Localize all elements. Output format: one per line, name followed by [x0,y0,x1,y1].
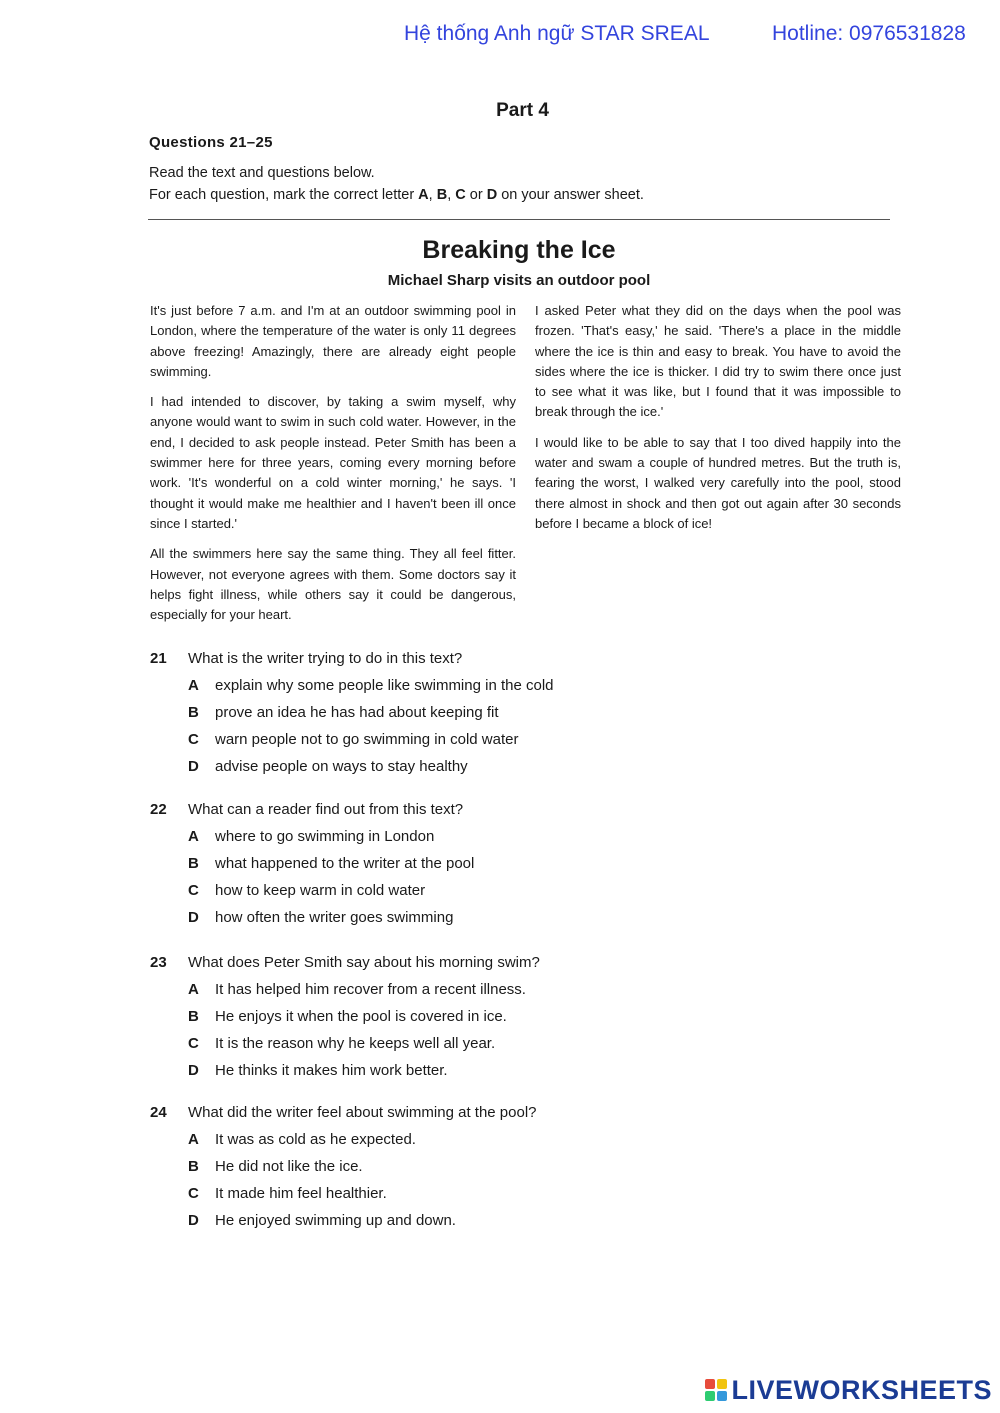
option-a[interactable] [150,672,850,699]
article-column-right [535,301,901,544]
option-b[interactable] [150,1153,850,1180]
option-letter: C [188,731,199,748]
question-22 [150,801,850,931]
option-letter: A [188,828,199,845]
option-letter: A [188,981,199,998]
option-letter: A [188,677,199,694]
article-subtitle: Michael Sharp visits an outdoor pool [387,272,651,289]
option-text: how to keep warm in cold water [215,882,426,899]
option-letter: C [188,1035,199,1052]
option-b[interactable] [150,699,850,726]
option-d[interactable] [150,753,850,780]
option-text: He thinks it makes him work better. [215,1062,448,1079]
question-text: What is the writer trying to do in this text? [188,650,463,667]
divider [148,219,890,220]
option-text: It is the reason why he keeps well all year. [215,1035,496,1052]
school-name: Hệ thống Anh ngữ STAR SREAL [404,22,710,45]
option-text: He enjoyed swimming up and down. [215,1212,456,1229]
option-text: advise people on ways to stay healthy [215,758,468,775]
hotline: Hotline: 0976531828 [772,22,966,45]
option-letter: B [188,1158,199,1175]
question-24 [150,1104,850,1234]
option-c[interactable] [150,726,850,753]
option-letter: C [188,882,199,899]
article-paragraph: I would like to be able to say that I too dived happily into the water and swam a couple of hundred metres. But the truth is, fearing the worst, I walked very carefully into the pool, stood there almost in shock and then got out again after 30 seconds before I became a block of ice! [535,434,901,531]
question-number: 24 [150,1104,167,1121]
instruction-line-1: Read the text and questions below. [149,165,375,181]
page-header [0,20,1000,50]
option-c[interactable] [150,1030,850,1057]
option-a[interactable] [150,823,850,850]
instruction-line-2: For each question, mark the correct letter A, B, C or D on your answer sheet. [149,187,644,203]
option-c[interactable] [150,1180,850,1207]
option-letter: B [188,855,199,872]
part-title: Part 4 [496,100,549,121]
question-number: 21 [150,650,167,667]
option-b[interactable] [150,850,850,877]
option-d[interactable] [150,1207,850,1234]
option-text: He enjoys it when the pool is covered in ice. [215,1008,507,1025]
option-text: prove an idea he has had about keeping fit [215,704,499,721]
option-letter: C [188,1185,199,1202]
article-paragraph: It's just before 7 a.m. and I'm at an outdoor swimming pool in London, where the temperature of the water is only 11 degrees above freezing! Amazingly, there are already eight people swimming. [150,303,516,379]
option-text: how often the writer goes swimming [215,909,454,926]
option-text: It made him feel healthier. [215,1185,387,1202]
question-21 [150,650,850,780]
option-letter: D [188,1212,199,1229]
question-text: What did the writer feel about swimming at the pool? [188,1104,537,1121]
brand-wordmark: LIVEWORKSHEETS [731,1374,992,1405]
option-b[interactable] [150,1003,850,1030]
option-letter: B [188,1008,199,1025]
liveworksheets-logo[interactable] [705,1375,992,1405]
option-a[interactable] [150,1126,850,1153]
article-paragraph: I asked Peter what they did on the days when the pool was frozen. 'That's easy,' he said. 'There's a place in the middle where the ice is thin and easy to break. You have to avoid the sides where the ice is thicker. I did try to swim there once just to see what it was like, but I found that it was impossible to break through the ice.' [535,303,901,420]
question-number: 22 [150,801,167,818]
option-letter: D [188,1062,199,1079]
question-23 [150,954,850,1084]
option-letter: B [188,704,199,721]
option-text: explain why some people like swimming in the cold [215,677,554,694]
option-a[interactable] [150,976,850,1003]
article-paragraph: All the swimmers here say the same thing. They all feel fitter. However, not everyone agrees with them. Some doctors say it helps fight illness, while others say it could be dangerous, especially for your heart. [150,546,516,623]
option-text: It was as cold as he expected. [215,1131,416,1148]
option-d[interactable] [150,1057,850,1084]
option-letter: A [188,1131,199,1148]
article-paragraph: I had intended to discover, by taking a swim myself, why anyone would want to swim in such cold water. However, in the end, I decided to ask people instead. Peter Smith has been a swimmer here for three years, coming every morning before work. 'It's wonderful on a cold winter morning,' he says. 'I thought it would make me healthier and I haven't been ill once since I started.' [150,394,516,531]
option-c[interactable] [150,877,850,904]
liveworksheets-icon [705,1379,727,1401]
option-d[interactable] [150,904,850,931]
option-text: It has helped him recover from a recent illness. [215,981,526,998]
question-text: What can a reader find out from this text? [188,801,464,818]
option-letter: D [188,909,199,926]
option-text: where to go swimming in London [215,828,435,845]
article-title: Breaking the Ice [422,236,616,264]
option-letter: D [188,758,199,775]
article-column-left [150,301,516,635]
question-text: What does Peter Smith say about his morning swim? [188,954,540,971]
question-number: 23 [150,954,167,971]
option-text: warn people not to go swimming in cold water [215,731,519,748]
option-text: what happened to the writer at the pool [215,855,475,872]
option-text: He did not like the ice. [215,1158,363,1175]
questions-range: Questions 21–25 [149,134,273,151]
